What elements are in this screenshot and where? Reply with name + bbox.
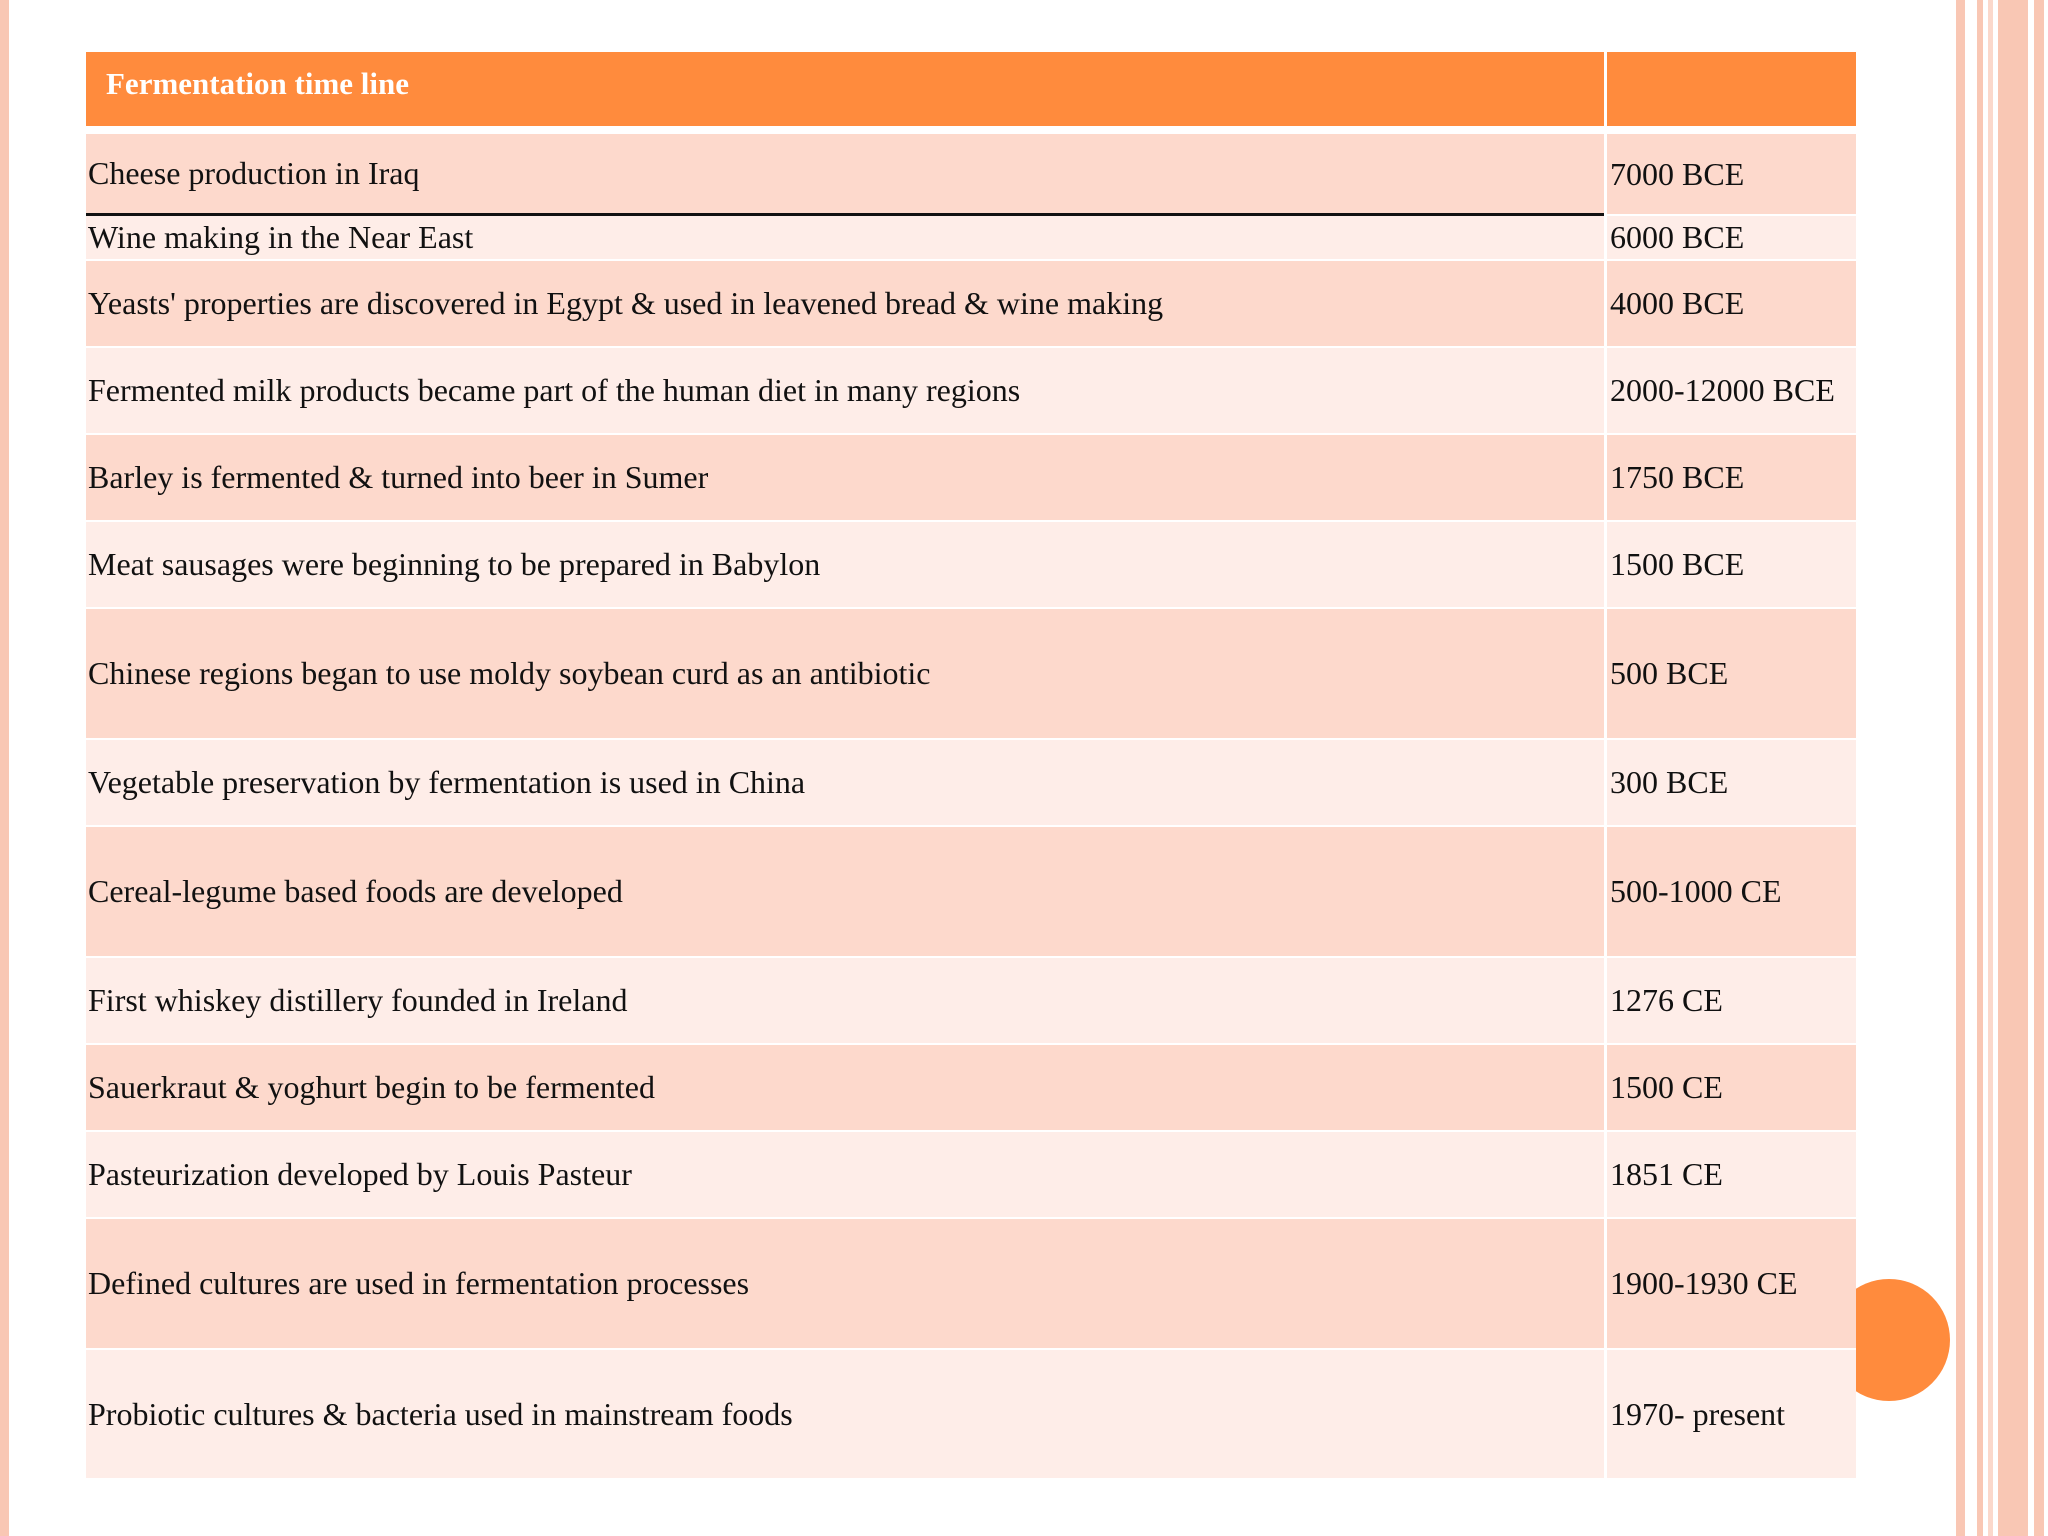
date-cell: 6000 BCE (1604, 216, 1856, 261)
table-header-row (86, 52, 1856, 134)
table-row (86, 216, 1856, 261)
date-cell: 1900-1930 CE (1604, 1219, 1856, 1350)
event-cell: Yeasts' properties are discovered in Egypt & used in leavened bread & wine making (86, 261, 1604, 348)
event-cell: Barley is fermented & turned into beer in Sumer (86, 435, 1604, 522)
event-cell: Defined cultures are used in fermentation processes (86, 1219, 1604, 1350)
right-stripe-decoration (1998, 0, 2028, 1536)
right-stripe-decoration (1988, 0, 1993, 1536)
event-cell: Vegetable preservation by fermentation is used in China (86, 740, 1604, 827)
table-title: Fermentation time line (86, 52, 1604, 134)
table-row (86, 1045, 1856, 1132)
event-cell: Chinese regions began to use moldy soybean curd as an antibiotic (86, 609, 1604, 740)
date-cell: 500 BCE (1604, 609, 1856, 740)
event-cell: Cereal-legume based foods are developed (86, 827, 1604, 958)
date-cell: 1750 BCE (1604, 435, 1856, 522)
event-cell: Cheese production in Iraq (86, 134, 1604, 216)
event-cell: Sauerkraut & yoghurt begin to be fermented (86, 1045, 1604, 1132)
event-cell: Fermented milk products became part of the human diet in many regions (86, 348, 1604, 435)
date-cell: 2000-12000 BCE (1604, 348, 1856, 435)
event-cell: Meat sausages were beginning to be prepared in Babylon (86, 522, 1604, 609)
table-row (86, 827, 1856, 958)
table-row (86, 958, 1856, 1045)
date-cell: 1276 CE (1604, 958, 1856, 1045)
table-row (86, 740, 1856, 827)
table-row (86, 1350, 1856, 1480)
event-cell: Probiotic cultures & bacteria used in mainstream foods (86, 1350, 1604, 1480)
table-row (86, 435, 1856, 522)
table-row (86, 134, 1856, 216)
event-cell: First whiskey distillery founded in Ireland (86, 958, 1604, 1045)
table-row (86, 1219, 1856, 1350)
table-row (86, 261, 1856, 348)
fermentation-timeline-table (86, 52, 1856, 1480)
right-stripe-decoration (2034, 0, 2044, 1536)
event-cell: Wine making in the Near East (86, 216, 1604, 261)
right-stripe-decoration (1977, 0, 1983, 1536)
date-cell: 1500 BCE (1604, 522, 1856, 609)
table-row (86, 1132, 1856, 1219)
table-row (86, 348, 1856, 435)
left-border-decoration (0, 0, 9, 1536)
date-cell: 4000 BCE (1604, 261, 1856, 348)
date-cell: 1851 CE (1604, 1132, 1856, 1219)
date-cell: 7000 BCE (1604, 134, 1856, 216)
table-row (86, 609, 1856, 740)
date-cell: 300 BCE (1604, 740, 1856, 827)
event-cell: Pasteurization developed by Louis Pasteur (86, 1132, 1604, 1219)
date-cell: 1500 CE (1604, 1045, 1856, 1132)
table-row (86, 522, 1856, 609)
date-cell: 1970- present (1604, 1350, 1856, 1480)
right-stripe-decoration (1956, 0, 1965, 1536)
date-column-header (1604, 52, 1856, 134)
date-cell: 500-1000 CE (1604, 827, 1856, 958)
